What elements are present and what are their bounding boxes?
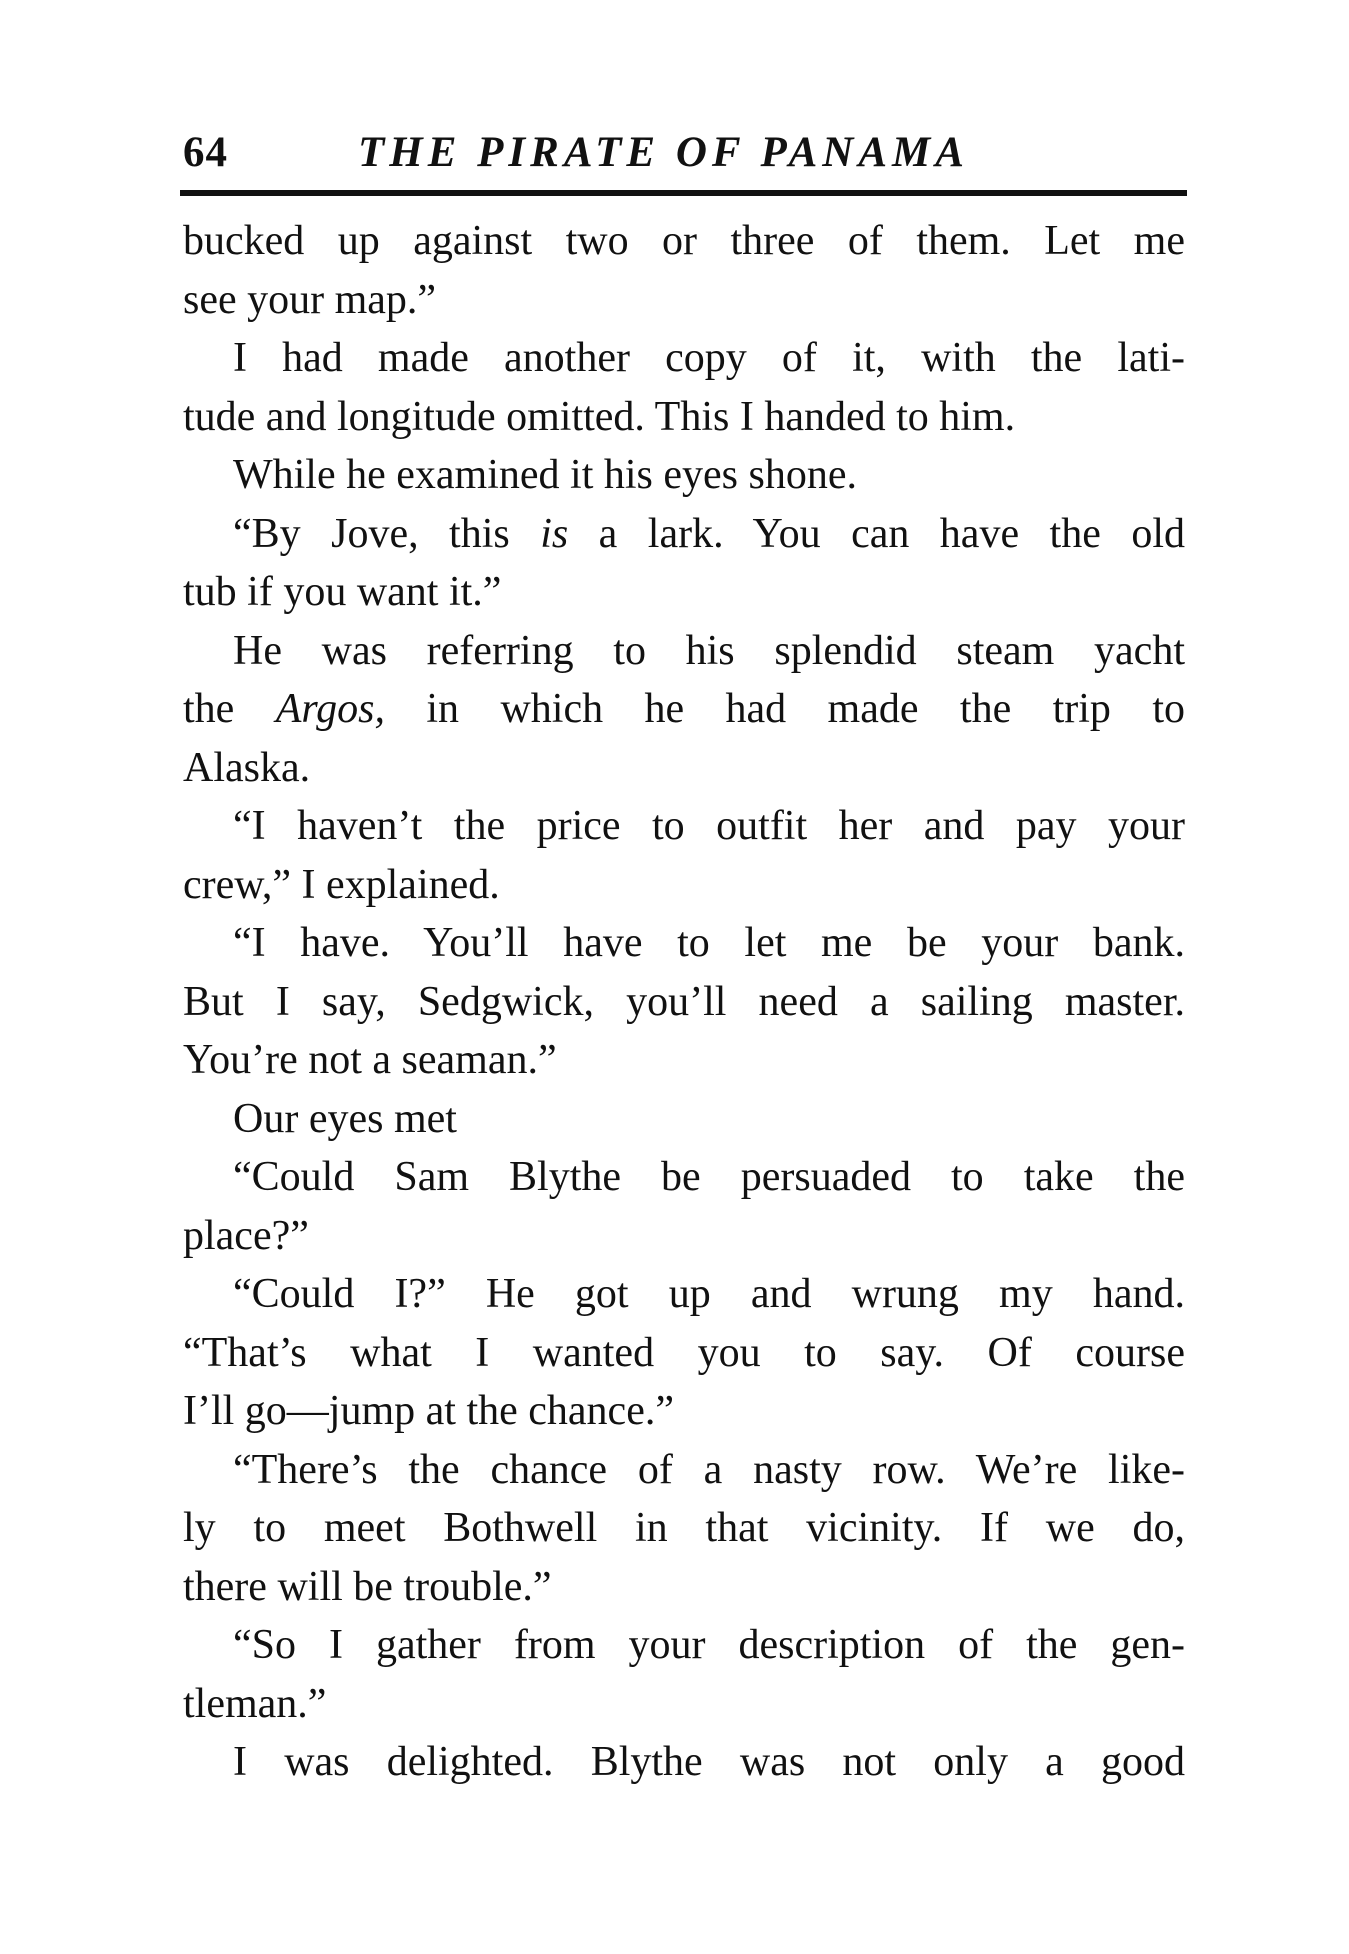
line-text: I was delighted. Blythe was not only a good xyxy=(233,1739,1185,1785)
line-text: ly to meet Bothwell in that vicinity. If we do, xyxy=(183,1505,1185,1551)
line-text: You’re not a seaman.” xyxy=(183,1037,557,1083)
line-text: “I have. You’ll have to let me be your bank. xyxy=(233,920,1185,966)
line-text: “Could I?” He got up and wrung my hand. xyxy=(233,1271,1185,1317)
page-number: 64 xyxy=(183,129,228,176)
line-text: there will be trouble.” xyxy=(183,1563,552,1610)
line-text: “That’s what I wanted you to say. Of course xyxy=(183,1329,1185,1376)
text-line xyxy=(183,1148,1185,1207)
line-text: I’ll go—jump at the chance.” xyxy=(183,1388,674,1434)
text-line xyxy=(183,622,1185,681)
line-text: “I haven’t the price to outfit her and pay your xyxy=(233,803,1185,849)
running-title: THE PIRATE OF PANAMA xyxy=(358,129,969,176)
text-line xyxy=(183,1441,1185,1500)
text-line xyxy=(183,1616,1185,1675)
text-line xyxy=(183,739,1185,798)
line-text: “By Jove, this xyxy=(233,510,541,557)
running-header xyxy=(183,128,1185,188)
text-line xyxy=(183,1265,1185,1324)
line-text: But I say, Sedgwick, you’ll need a sailing master. xyxy=(183,978,1185,1025)
line-text: “So I gather from your description of the gen- xyxy=(233,1622,1185,1668)
line-text: “Could Sam Blythe be persuaded to take the xyxy=(233,1154,1185,1200)
text-line xyxy=(183,797,1185,856)
text-line xyxy=(183,1499,1185,1558)
text-line xyxy=(183,1733,1185,1792)
text-line xyxy=(183,329,1185,388)
text-line xyxy=(183,271,1185,330)
text-line xyxy=(183,1382,1185,1441)
line-text: bucked up against two or three of them. Let me xyxy=(183,218,1185,264)
text-line xyxy=(183,505,1185,564)
text-line xyxy=(183,973,1185,1032)
line-text: I had made another copy of it, with the lati- xyxy=(233,335,1185,381)
line-text: place?” xyxy=(183,1212,309,1259)
text-line xyxy=(183,1207,1185,1266)
line-text: Our eyes met xyxy=(233,1095,457,1142)
line-text: in which he had made the trip to xyxy=(385,686,1185,732)
text-line xyxy=(183,680,1185,739)
line-text: the xyxy=(183,686,276,732)
line-text: Alaska. xyxy=(183,744,311,791)
text-line xyxy=(183,563,1185,622)
text-line xyxy=(183,446,1185,505)
line-text: tude and longitude omitted. This I handed to him. xyxy=(183,393,1016,440)
text-line xyxy=(183,388,1185,447)
line-text: tub if you want it.” xyxy=(183,569,502,615)
body-text xyxy=(183,212,1185,1792)
italic-text: is xyxy=(540,510,569,557)
text-line xyxy=(183,212,1185,271)
line-text: tleman.” xyxy=(183,1680,327,1727)
line-text: see your map.” xyxy=(183,276,437,323)
text-line xyxy=(183,1675,1185,1734)
text-line xyxy=(183,1324,1185,1383)
line-text: He was referring to his splendid steam yacht xyxy=(233,627,1185,674)
line-text: a lark. You can have the old xyxy=(568,510,1185,557)
text-line xyxy=(183,856,1185,915)
text-line xyxy=(183,1031,1185,1090)
line-text: While he examined it his eyes shone. xyxy=(233,452,857,498)
header-rule xyxy=(180,190,1187,196)
line-text: crew,” I explained. xyxy=(183,861,500,908)
text-line xyxy=(183,914,1185,973)
italic-text: Argos, xyxy=(275,686,385,732)
text-line xyxy=(183,1090,1185,1149)
line-text: “There’s the chance of a nasty row. We’re like- xyxy=(233,1446,1185,1493)
text-line xyxy=(183,1558,1185,1617)
